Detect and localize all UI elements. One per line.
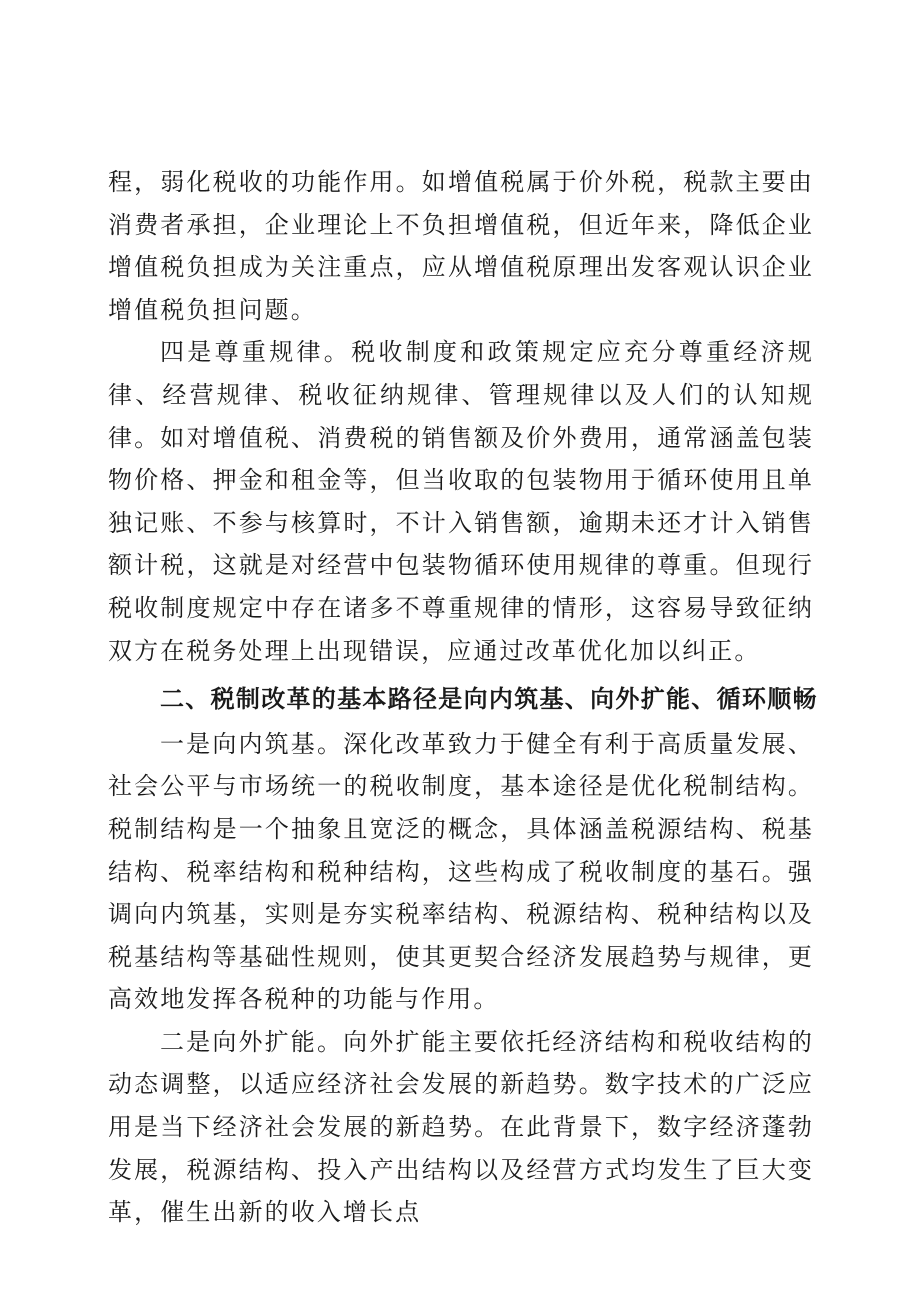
paragraph-respect-laws: 四是尊重规律。税收制度和政策规定应充分尊重经济规律、经营规律、税收征纳规律、管理规律以及人们的认知规律。如对增值税、消费税的销售额及价外费用，通常涵盖包装物价格、押金和租金等，但当收取的包装物用于循环使用且单独记账、不参与核算时，不计入销售额，逾期未还才计入销售额计税，这就是对经营中包装物循环使用规律的尊重。但现行税收制度规定中存在诸多不尊重规律的情形，这容易导致征纳双方在税务处理上出现错误，应通过改革优化加以纠正。 [108,338,814,665]
paragraph-outward-expansion: 二是向外扩能。向外扩能主要依托经济结构和税收结构的动态调整，以适应经济社会发展的新趋势。数字技术的广泛应用是当下经济社会发展的新趋势。在此背景下，数字经济蓬勃发展，税源结构、投入产出结构以及经营方式均发生了巨大变革，催生出新的收入增长点 [108,1027,814,1227]
paragraph-inward-foundation: 一是向内筑基。深化改革致力于健全有利于高质量发展、社会公平与市场统一的税收制度，基本途径是优化税制结构。税制结构是一个抽象且宽泛的概念，具体涵盖税源结构、税基结构、税率结构和税种结构，这些构成了税收制度的基石。强调向内筑基，实则是夯实税率结构、税源结构、税种结构以及税基结构等基础性规则，使其更契合经济发展趋势与规律，更高效地发挥各税种的功能与作用。 [108,729,814,1014]
document-body [108,161,818,1234]
paragraph-continued: 程，弱化税收的功能作用。如增值税属于价外税，税款主要由消费者承担，企业理论上不负担增值税，但近年来，降低企业增值税负担成为关注重点，应从增值税原理出发客观认识企业增值税负担问题。 [108,168,814,324]
section-heading: 二、税制改革的基本路径是向内筑基、向外扩能、循环顺畅 [160,685,818,714]
